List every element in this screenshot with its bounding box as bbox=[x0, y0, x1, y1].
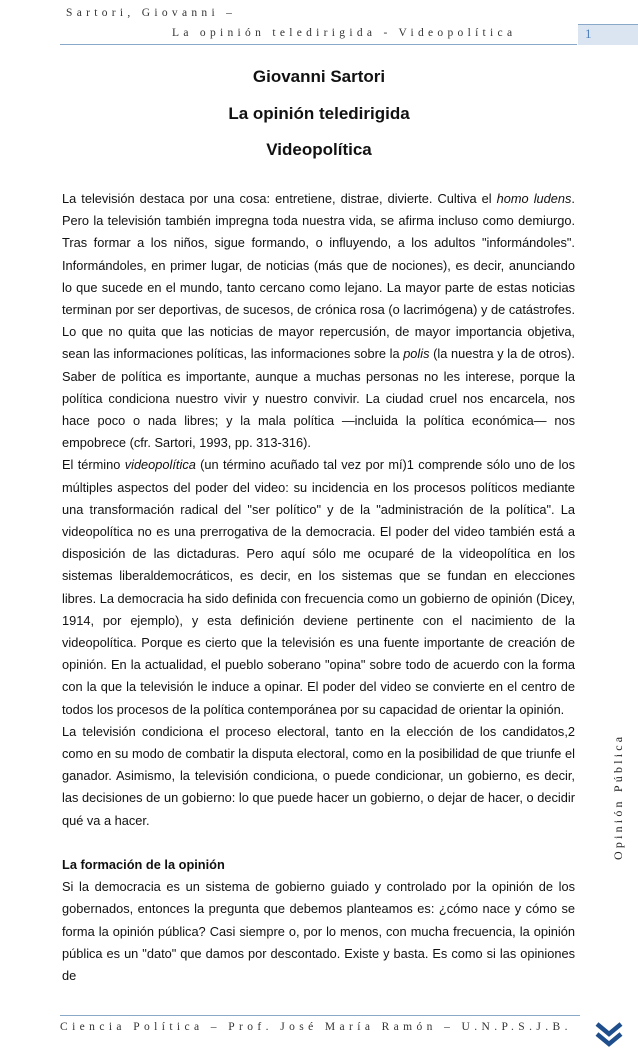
body-text bbox=[62, 188, 575, 987]
double-chevron-down-icon bbox=[592, 1020, 626, 1050]
paragraph-2: El término videopolítica (un término acuñado tal vez por mí)1 comprende sólo uno de los múltiples aspectos del poder del video: su incidencia en los procesos políticos mediante una transformación radical del "ser político" y de la "administración de la política". La videopolítica no es una prerrogativa de la democracia. El poder del video también está a disposición de las dictaduras. Pero aquí sólo me ocuparé de la videopolítica en los sistemas liberaldemocráticos, es decir, en los sistemas que se fundan en elecciones libres. La democracia ha sido definida con frecuencia como un gobierno de opinión (Dicey, 1914, por ejemplo), y esta definición deviene pertinente con el nacimiento de la videopolítica. Porque es cierto que la televisión es una fuente importante de creación de opinión. En la actualidad, el pueblo soberano "opina" sobre todo de acuerdo con la forma con la que la televisión le induce a opinar. El poder del video se convierte en el centro de todos los procesos de la política contemporánea por su capacidad de orientar la opinión. bbox=[62, 457, 575, 717]
footer-text: Ciencia Política – Prof. José María Ramón – U.N.P.S.J.B. bbox=[60, 1021, 572, 1033]
document-title: La opinión teledirigida bbox=[228, 104, 410, 123]
footer-rule bbox=[60, 1015, 580, 1016]
document-subtitle: Videopolítica bbox=[266, 140, 372, 159]
header-rule bbox=[60, 44, 577, 45]
italic-term: homo ludens bbox=[496, 191, 572, 206]
page-number: 1 bbox=[585, 26, 592, 41]
italic-term: polis bbox=[403, 346, 430, 362]
paragraph-1: La televisión destaca por una cosa: entretiene, distrae, divierte. Cultiva el homo ludens. Pero la televisión también impregna toda nuestra vida, se afirma incluso como demiurgo. Tras formar a los niños, sigue formando, o influyendo, a los adultos "informándoles". Informándoles, en primer lugar, de noticias (más que de nociones), es decir, anunciando lo que sucede en el mundo, tanto cercano como lejano. La mayor parte de estas noticias terminan por ser deportivas, de sucesos, de crónica rosa (o lacrimógena) y de catástrofes. Lo que no quita que las noticias de mayor repercusión, de mayor importancia objetiva, sean las informaciones políticas, las informaciones sobre la polis (la nuestra y la de otros). Saber de política es importante, aunque a muchas personas no les interese, porque la política condiciona nuestro vivir y nuestro convivir. La ciudad cruel nos encarcela, nos hace poco o nada libres; y la mala política —incluida la política económica— nos empobrece (cfr. Sartori, 1993, pp. 313-316). bbox=[62, 191, 575, 451]
header-title: La opinión teledirigida - Videopolítica bbox=[172, 27, 517, 39]
header-author: Sartori, Giovanni – bbox=[66, 7, 237, 19]
section-heading: La formación de la opinión bbox=[62, 856, 225, 872]
paragraph-3: La televisión condiciona el proceso electoral, tanto en la elección de los candidatos,2 como en su modo de combatir la disputa electoral, como en la posibilidad de que triunfe el ganador. Asimismo, la televisión condiciona, o puede condicionar, un gobierno, es decir, las decisiones de un gobierno: lo que puede hacer un gobierno, o dejar de hacer, o decidir qué va a hacer. bbox=[62, 723, 575, 828]
author-title: Giovanni Sartori bbox=[252, 67, 386, 86]
paragraph-4: Si la democracia es un sistema de gobierno guiado y controlado por la opinión de los gobernados, entonces la pregunta que debemos planteamos es: ¿cómo nace y cómo se forma la opinión pública? Casi siempre o, por lo menos, con mucha frecuencia, la opinión pública es un "dato" que damos por descontado. Existe y basta. Es como si las opiniones de bbox=[62, 879, 575, 983]
italic-term: videopolítica bbox=[124, 457, 196, 473]
side-label: Opinión Pública bbox=[611, 733, 625, 860]
